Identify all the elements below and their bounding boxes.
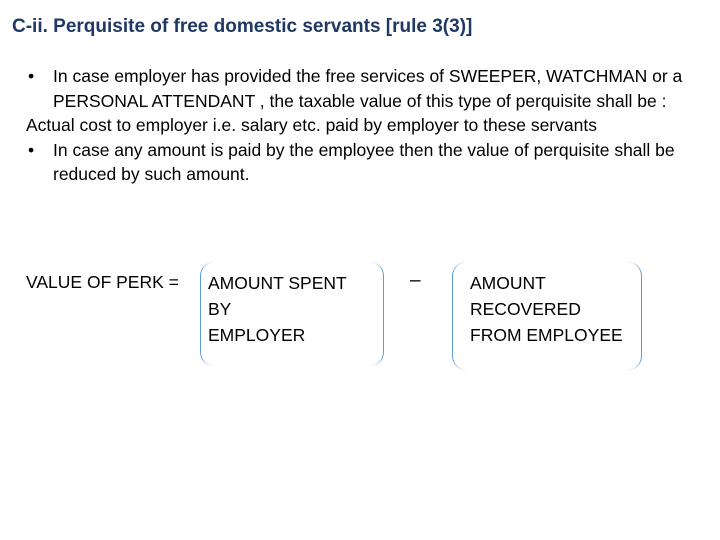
minus-operator: –	[410, 270, 421, 291]
bullet-text: In case employer has provided the free services of SWEEPER, WATCHMAN or a PERSONAL ATTENDANT , the taxable value of this type of perquisite shall be :	[53, 66, 683, 111]
content-body	[26, 64, 706, 187]
bullet-item-employer-services	[26, 64, 706, 113]
amount-spent-term: AMOUNT SPENT BY EMPLOYER	[208, 273, 347, 345]
formula-label: VALUE OF PERK =	[26, 272, 179, 292]
amount-recovered-term: AMOUNT RECOVERED FROM EMPLOYEE	[470, 273, 623, 345]
bullet-icon: •	[28, 66, 35, 86]
bullet-text: In case any amount is paid by the employee then the value of perquisite shall be reduced by such amount.	[53, 139, 675, 184]
bullet-item-employee-payment	[26, 138, 706, 187]
slide-title: C-ii. Perquisite of free domestic servants [rule 3(3)]	[12, 16, 473, 37]
actual-cost-line: Actual cost to employer i.e. salary etc. paid by employer to these servants	[26, 115, 597, 135]
bullet-icon: •	[28, 139, 35, 160]
